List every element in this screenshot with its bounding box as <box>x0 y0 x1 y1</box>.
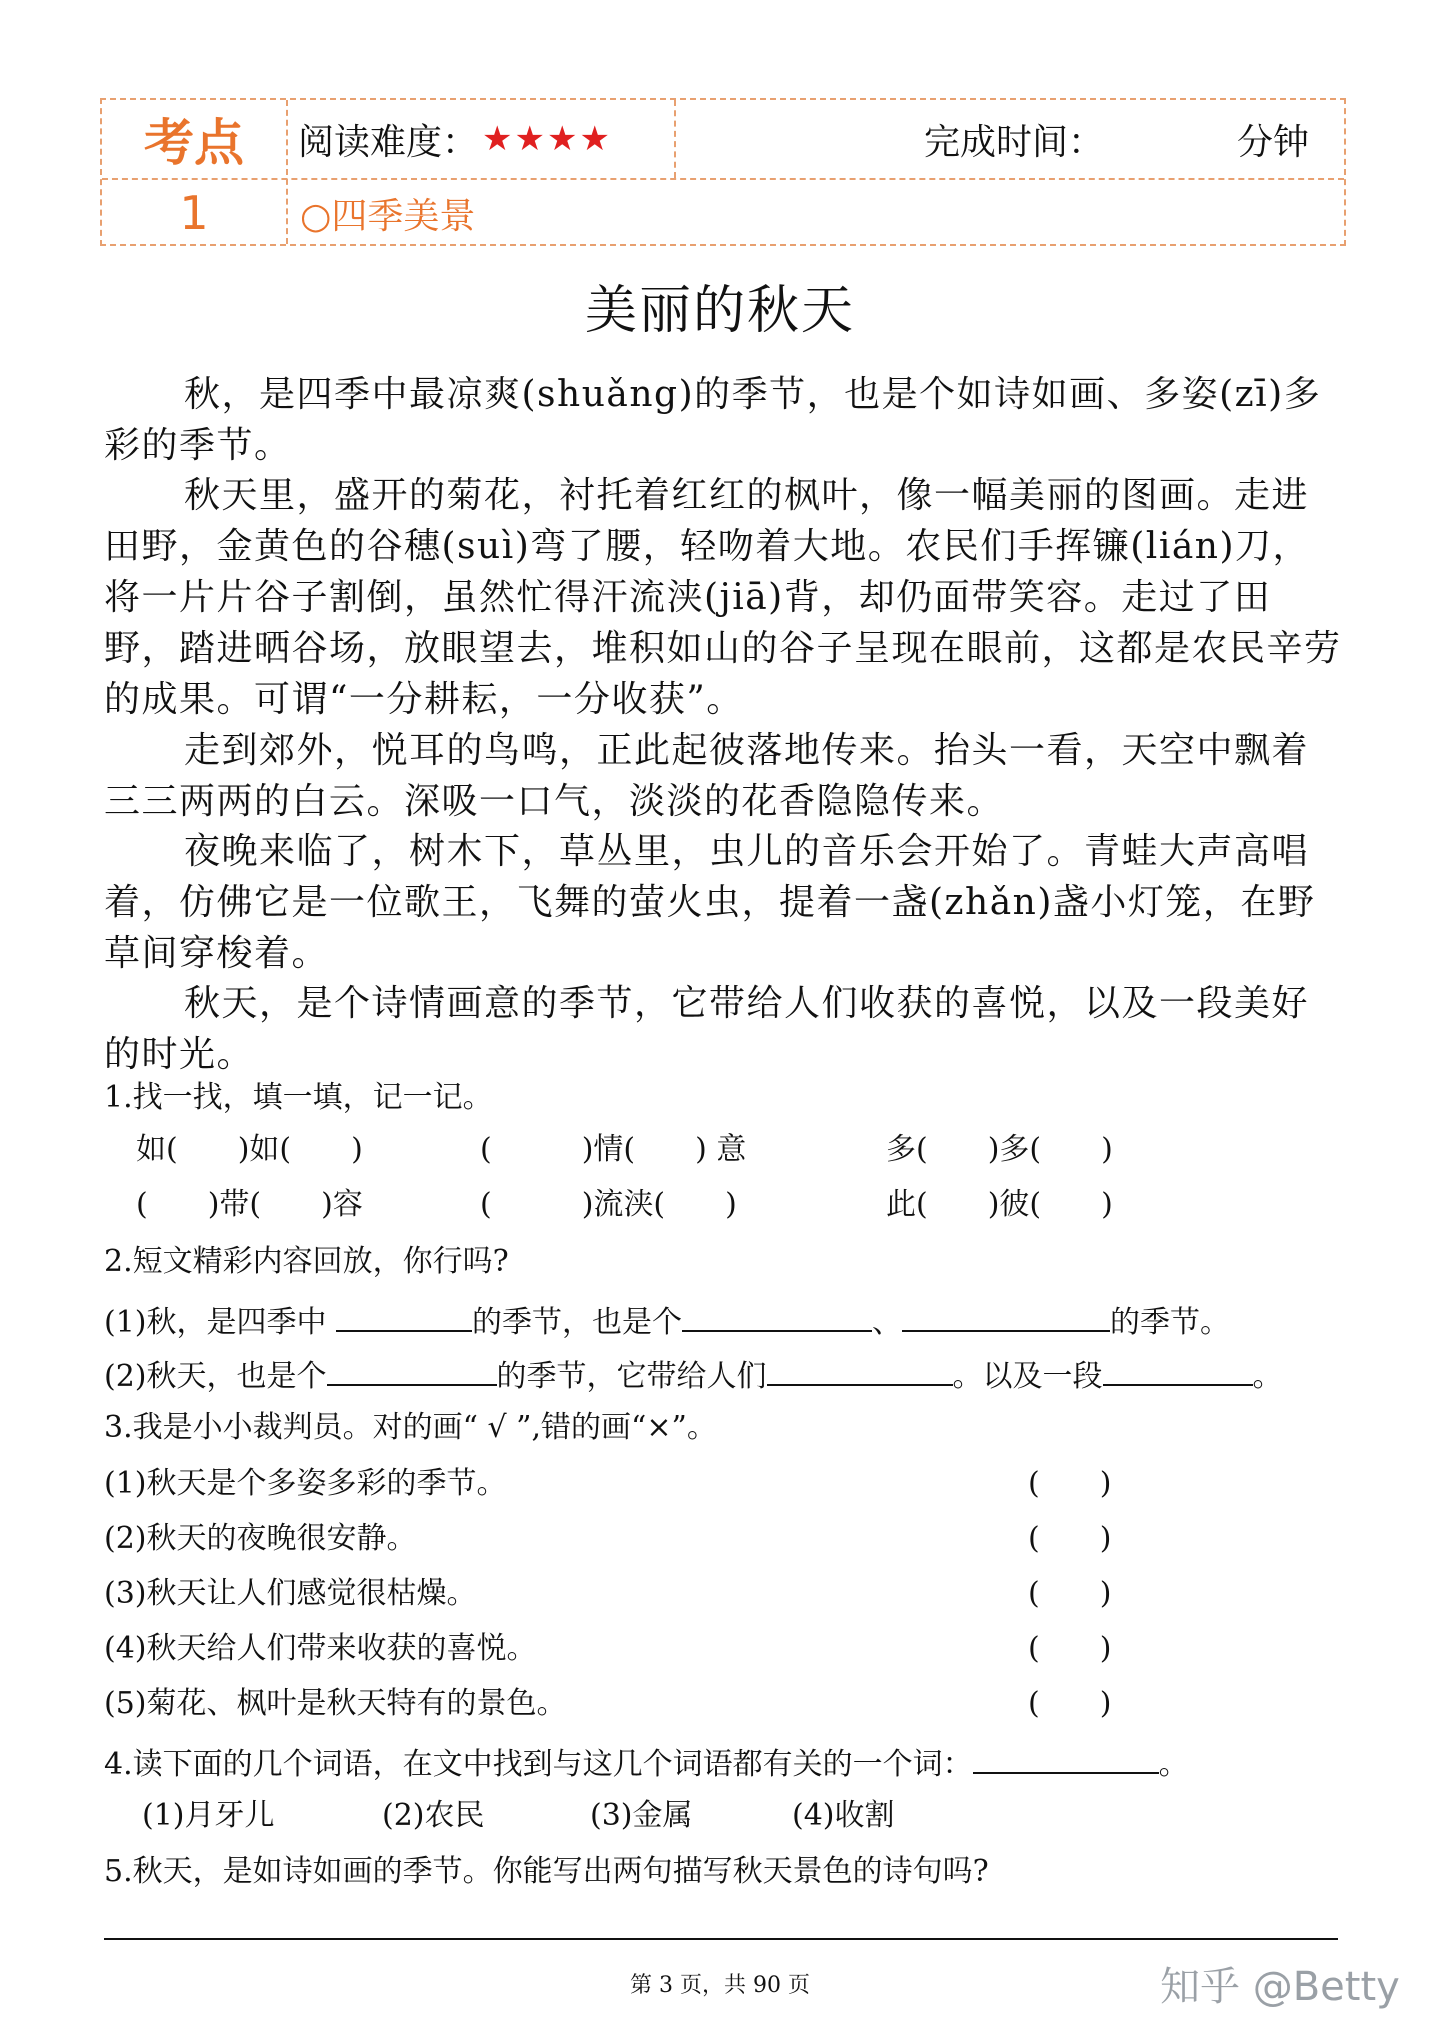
q2-text: 的季节。 <box>1110 1305 1231 1340</box>
time-label: 完成时间： <box>924 121 1105 163</box>
page-footer: 第 3 页，共 90 页 <box>630 1973 810 1998</box>
divider <box>674 100 676 178</box>
q1-blank-group[interactable]: 如( )如( ) <box>136 1132 363 1167</box>
q2-text: (2)秋天，也是个 <box>104 1359 327 1394</box>
q2-line-1 <box>104 1298 1230 1343</box>
q1-blank-group[interactable]: ( )带( )容 <box>136 1187 363 1222</box>
answer-paren[interactable]: ( ) <box>1028 1686 1112 1721</box>
q4-text: 4.读下面的几个词语，在文中找到与这几个词语都有关的一个词： <box>104 1747 973 1782</box>
q3-item: (2)秋天的夜晚很安静。 <box>104 1521 417 1556</box>
question-4-title <box>104 1740 1189 1785</box>
watermark: 知乎 @Betty <box>1160 1964 1400 2010</box>
q4-word: (4)收割 <box>792 1798 895 1833</box>
page-title: 美丽的秋天 <box>584 281 855 341</box>
answer-paren[interactable]: ( ) <box>1028 1466 1112 1501</box>
q2-text: 、 <box>872 1305 903 1340</box>
difficulty <box>298 100 612 178</box>
paragraph-3: 走到郊外，悦耳的鸟鸣，正此起彼落地传来。抬头一看，天空中飘着三三两两的白云。深吸一口气，淡淡的花香隐隐传来。 <box>104 730 1310 822</box>
q2-text: 的季节，它带给人们 <box>496 1359 767 1394</box>
q1-blank-group[interactable]: ( )流浃( ) <box>480 1187 737 1222</box>
answer-blank[interactable] <box>902 1298 1110 1332</box>
answer-line[interactable] <box>104 1938 1338 1940</box>
q3-item: (1)秋天是个多姿多彩的季节。 <box>104 1466 507 1501</box>
answer-blank[interactable] <box>336 1298 472 1332</box>
answer-blank[interactable] <box>1103 1352 1253 1386</box>
paragraph-4: 夜晚来临了，树木下，草丛里，虫儿的音乐会开始了。青蛙大声高唱着，仿佛它是一位歌王，飞舞的萤火虫，提着一盏(zhǎn)盏小灯笼，在野草间穿梭着。 <box>104 831 1316 974</box>
q3-item: (5)菊花、枫叶是秋天特有的景色。 <box>104 1686 567 1721</box>
header-table <box>100 98 1346 246</box>
answer-paren[interactable]: ( ) <box>1028 1631 1112 1666</box>
paragraph-5: 秋天，是个诗情画意的季节，它带给人们收获的喜悦，以及一段美好的时光。 <box>104 983 1310 1075</box>
q1-blank-group[interactable]: 此( )彼( ) <box>886 1187 1113 1222</box>
time-unit: 分钟 <box>1237 121 1310 163</box>
question-1-title: 1.找一找，填一填，记一记。 <box>104 1080 493 1115</box>
divider <box>286 100 288 244</box>
divider <box>102 178 1344 180</box>
q2-text: 的季节，也是个 <box>472 1305 683 1340</box>
q2-text: (1)秋，是四季中 <box>104 1305 337 1340</box>
kaodian-number: 1 <box>179 186 209 240</box>
q4-word: (1)月牙儿 <box>142 1798 275 1833</box>
q1-blank-group[interactable]: ( )情( ) 意 <box>480 1132 747 1167</box>
q3-item: (3)秋天让人们感觉很枯燥。 <box>104 1576 477 1611</box>
kaodian-label: 考点 <box>144 114 244 172</box>
q3-item: (4)秋天给人们带来收获的喜悦。 <box>104 1631 537 1666</box>
q2-text: 。 <box>1252 1359 1283 1394</box>
paragraph-1: 秋，是四季中最凉爽(shuǎng)的季节，也是个如诗如画、多姿(zī)多彩的季节。 <box>104 374 1322 466</box>
question-2-title: 2.短文精彩内容回放，你行吗? <box>104 1244 509 1279</box>
q4-word: (3)金属 <box>590 1798 693 1833</box>
q4-word: (2)农民 <box>382 1798 485 1833</box>
q1-blank-group[interactable]: 多( )多( ) <box>886 1132 1113 1167</box>
q2-line-2 <box>104 1352 1283 1397</box>
topic-label: ○四季美景 <box>300 195 476 237</box>
answer-blank[interactable] <box>327 1352 497 1386</box>
answer-blank[interactable] <box>682 1298 872 1332</box>
star-rating-icon: ★★★★ <box>482 119 612 159</box>
q4-text: 。 <box>1158 1747 1189 1782</box>
answer-blank[interactable] <box>767 1352 953 1386</box>
paragraph-2: 秋天里，盛开的菊花，衬托着红红的枫叶，像一幅美丽的图画。走进田野，金黄色的谷穗(suì)弯了腰，轻吻着大地。农民们手挥镰(lián)刀，将一片片谷子割倒，虽然忙得汗流浃(jiā)背，却仍面带笑容。走过了田野，踏进晒谷场，放眼望去，堆积如山的谷子呈现在眼前，这都是农民辛劳的成果。可谓“一分耕耘，一分收获”。 <box>104 475 1342 720</box>
difficulty-label: 阅读难度： <box>298 121 479 163</box>
question-3-title: 3.我是小小裁判员。对的画“ √ ”,错的画“×”。 <box>104 1410 717 1445</box>
q2-text: 。以及一段 <box>952 1359 1103 1394</box>
answer-paren[interactable]: ( ) <box>1028 1576 1112 1611</box>
question-5-title: 5.秋天，是如诗如画的季节。你能写出两句描写秋天景色的诗句吗? <box>104 1854 989 1889</box>
answer-blank[interactable] <box>973 1740 1159 1774</box>
answer-paren[interactable]: ( ) <box>1028 1521 1112 1556</box>
